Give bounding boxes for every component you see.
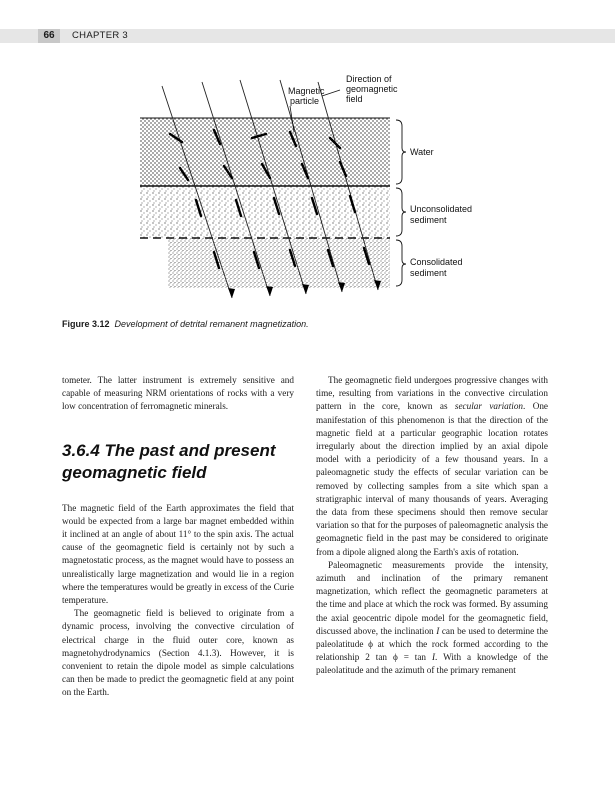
caption-label: Figure 3.12 (62, 319, 110, 329)
consolidated-bracket (396, 240, 406, 286)
direction-pointer (322, 90, 340, 96)
right-paragraph-2 (316, 559, 548, 678)
page-number: 66 (38, 29, 60, 43)
left-paragraph-3: The geomagnetic field is believed to originate from a dynamic process, involving the convective circulation of electrical charge in the fluid outer core, known as magnetohydrodynamics (Section 4.1.3). However, it is convenient to retain the dipole model as simple calculations can then be made to predict the geomagnetic field at any point on the Earth. (62, 608, 294, 698)
right-paragraph-1 (316, 374, 548, 559)
direction-label-line1: Direction of (346, 74, 392, 84)
right-column (316, 374, 548, 678)
inclination-symbol-2: I (431, 652, 436, 663)
consolidated-label-line2: sediment (410, 268, 447, 278)
chapter-label: CHAPTER 3 (72, 30, 129, 41)
consolidated-layer (168, 238, 390, 288)
right-p1-text-b: . One manifestation of this phenomenon is that the direction of the magnetic field at a particular geographic location rotates irregularly about the direction implied by an axial dipole model with a periodicity of a few thousand years. In a paleomagnetic study the effects of secular variation can be removed by collecting samples from a site which span a stratigraphic interval of many thousands of years. Averaging the data from these specimens should then remove secular variation so that for the purposes of paleomagnetic analysis the geomagnetic field in the past may be considered to originate from a dipole aligned along the Earth's axis of rotation. (316, 401, 548, 557)
right-p1-text-a: The geomagnetic field undergoes progressive changes with time, resulting from variations in the convective circulation pattern in the core, known as (316, 375, 548, 412)
section-heading: 3.6.4 The past and present geomagnetic field (62, 440, 276, 482)
consolidated-label-line1: Consolidated (410, 257, 463, 267)
drm-figure (140, 72, 500, 312)
unconsolidated-label-line2: sediment (410, 215, 447, 225)
caption-text: Development of detrital remanent magnetization. (114, 319, 309, 329)
water-bracket (396, 120, 406, 184)
particle-label-line2: particle (290, 96, 320, 106)
right-p2-text-a: Paleomagnetic measurements provide the intensity, azimuth and inclination of the primary remanent magnetization, which reflect the geomagnetic parameters at the time and place at which the rock was formed. By assuming the axial geocentric dipole model for the geomagnetic field, discussed above, the inclination (316, 559, 548, 636)
unconsolidated-layer (140, 186, 390, 238)
right-p2-text-b: can be used to determine the paleolatitude ϕ at which the rock formed according to the relationship 2 tan ϕ = tan (316, 625, 549, 663)
left-column (62, 374, 294, 700)
inclination-symbol: I (436, 625, 440, 636)
left-paragraph-2: The magnetic field of the Earth approximates the field that would be expected from a large bar magnet embedded within it inclined at an angle of about 11° to the spin axis. The actual cause of the geomagnetic field is certainly not by such a magnetostatic process, as the magnet would have to possess an unrealistically large magnetization and would lie in a region where the temperatures would be greatly in excess of the Curie temperature. (62, 502, 294, 606)
water-layer (140, 118, 390, 186)
direction-label-line3: field (346, 94, 363, 104)
secular-variation-term: secular variation (454, 401, 524, 412)
water-label: Water (410, 147, 434, 157)
right-p2-text-c: . With a knowledge of the paleolatitude and the azimuth of the primary remanent (316, 652, 549, 676)
figure-caption (62, 318, 562, 330)
unconsolidated-bracket (396, 188, 406, 236)
unconsolidated-label-line1: Unconsolidated (410, 204, 473, 214)
direction-label-line2: geomagnetic (346, 84, 398, 94)
particle-label-line1: Magnetic (288, 86, 325, 96)
left-paragraph-1: tometer. The latter instrument is extremely sensitive and capable of measuring NRM orientations of rocks with a very low concentration of ferromagnetic minerals. (62, 375, 294, 412)
